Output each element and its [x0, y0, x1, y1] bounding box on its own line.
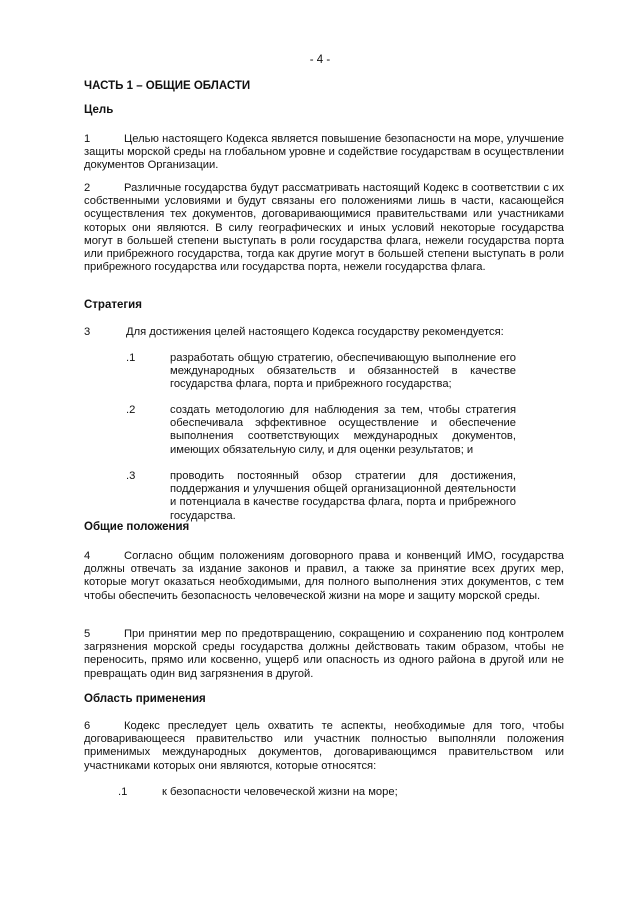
- strategy-item-1-number: .1: [126, 352, 136, 364]
- strategy-item-3: [126, 470, 516, 522]
- paragraph-3-number: 3: [84, 326, 91, 338]
- paragraph-6: [84, 720, 564, 773]
- section-heading-strategy: Стратегия: [84, 299, 142, 311]
- paragraph-5-number: 5: [84, 628, 91, 640]
- paragraph-4-text: Согласно общим положениям договорного права и конвенций ИМО, государства должны отвечать за издание законов и правил, а также за принятие всех других мер, которые могут оказаться необходимыми, для полного выполнения этих документов, с тем чтобы обеспечить безопасность человеческой жизни на море и защиту морской среды.: [84, 550, 564, 602]
- paragraph-5: [84, 628, 564, 681]
- paragraph-1-text: Целью настоящего Кодекса является повышение безопасности на море, улучшение защиты морской среды на глобальном уровне и содействие государствам в осуществлении документов Организации.: [84, 133, 564, 172]
- paragraph-2-text: Различные государства будут рассматривать настоящий Кодекс в соответствии с их собственными условиями и будут связаны его положениями лишь в части, касающейся осуществления тех документов, договаривающимися правительствами или участниками которых они являются. В силу географических и иных условий некоторые государства могут в большей степени выступать в роли государства флага, нежели государства порта или прибрежного государства, тогда как другие могут в большей степени выступать в роли прибрежного государства или государства порта, нежели государства флага.: [84, 182, 564, 274]
- scope-item-1: [118, 786, 558, 800]
- paragraph-4: [84, 550, 564, 603]
- paragraph-2: [84, 182, 564, 274]
- paragraph-4-number: 4: [84, 550, 91, 562]
- paragraph-2-number: 2: [84, 182, 91, 194]
- strategy-item-3-text: проводить постоянный обзор стратегии для достижения, поддержания и улучшения общей организационной деятельности и потенциала в качестве государства флага, порта и прибрежного государства.: [170, 470, 516, 522]
- section-heading-scope: Область применения: [84, 693, 206, 705]
- page-number: - 4 -: [309, 54, 331, 66]
- section-heading-goal: Цель: [84, 104, 114, 116]
- scope-item-1-text: к безопасности человеческой жизни на море;: [162, 786, 398, 798]
- strategy-item-1: [126, 352, 516, 394]
- paragraph-5-text: При принятии мер по предотвращению, сокращению и сохранению под контролем загрязнения морской среды государства должны действовать таким образом, чтобы не переносить, прямо или косвенно, ущерб или опасность из одного района в другой или не превращать один вид загрязнения в другой.: [84, 628, 564, 680]
- paragraph-1-number: 1: [84, 133, 91, 145]
- paragraph-3: [84, 326, 564, 340]
- strategy-item-2-text: создать методологию для наблюдения за тем, чтобы стратегия обеспечивала эффективное осуществление и обеспечение выполнения соответствующих международных документов, имеющих обязательную силу, и для оценки результатов; и: [170, 404, 516, 456]
- section-heading-general: Общие положения: [84, 521, 190, 533]
- strategy-item-3-number: .3: [126, 470, 136, 482]
- paragraph-6-number: 6: [84, 720, 91, 732]
- strategy-item-2-number: .2: [126, 404, 136, 416]
- paragraph-1: [84, 133, 564, 173]
- part-title: ЧАСТЬ 1 – ОБЩИЕ ОБЛАСТИ: [84, 80, 251, 92]
- strategy-item-1-text: разработать общую стратегию, обеспечивающую выполнение его международных обязательств и обязанностей в качестве государства флага, порта и прибрежного государства;: [170, 352, 516, 391]
- strategy-item-2: [126, 404, 516, 460]
- scope-item-1-number: .1: [118, 786, 128, 798]
- paragraph-6-text: Кодекс преследует цель охватить те аспекты, необходимые для того, чтобы договаривающееся правительство или участник полностью выполняли положения применимых международных документов, договаривающимся правительством или участниками которых они являются, которые относятся:: [84, 720, 564, 772]
- paragraph-3-text: Для достижения целей настоящего Кодекса государству рекомендуется:: [126, 326, 504, 338]
